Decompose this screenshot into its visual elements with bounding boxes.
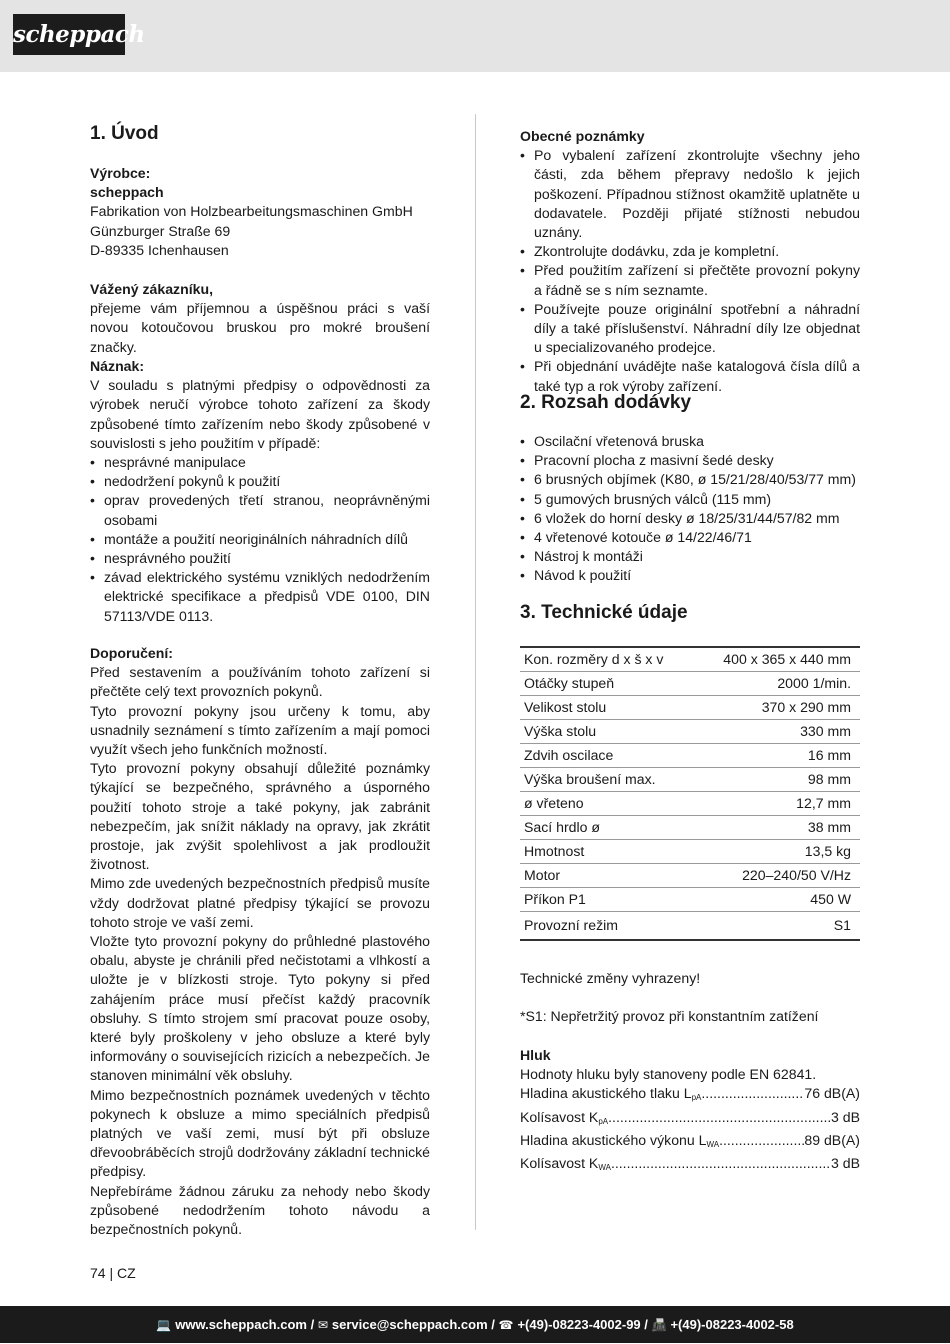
customer-heading: Vážený zákazníku, [90, 281, 213, 297]
footer-email[interactable]: service@scheppach.com / [331, 1317, 495, 1332]
spec-label: Příkon P1 [520, 888, 697, 912]
general-notes-block [520, 127, 860, 396]
section-3-title: 3. Technické údaje [520, 602, 688, 623]
recommendation-block [90, 644, 430, 1239]
list-item: • montáže a použití neoriginálních náhradních dílů [90, 530, 430, 549]
note-text: V souladu s platnými předpisy o odpovědnosti za výrobek neručí výrobce tohoto zařízení za škody způsobené tímto zařízením nebo škody způsobené v souvislosti s jeho použitím v případě: [90, 377, 430, 451]
table-row [520, 720, 860, 744]
spec-value: 370 x 290 mm [697, 696, 860, 720]
leader-dots [611, 1154, 831, 1177]
customer-block [90, 280, 430, 357]
noise-value: 3 dB [831, 1155, 860, 1172]
section-2-title: 2. Rozsah dodávky [520, 392, 692, 413]
table-row [520, 744, 860, 768]
table-row [520, 672, 860, 696]
manufacturer-line: Fabrikation von Holzbearbeitungsmaschinen GmbH [90, 203, 413, 220]
paragraph: Mimo zde uvedených bezpečnostních předpisů musíte vždy dodržovat platné předpisy týkající se provozu tohoto stroje ve vaší zemi. [90, 875, 431, 930]
spec-value: 13,5 kg [697, 840, 860, 864]
spec-value: S1 [833, 916, 851, 933]
footer-bar [0, 1306, 950, 1343]
spec-label: Motor [520, 864, 697, 888]
table-row [520, 792, 860, 816]
spec-label: Velikost stolu [520, 696, 697, 720]
s1-note: *S1: Nepřetržitý provoz při konstantním zatížení [520, 1008, 819, 1024]
table-row [520, 840, 860, 864]
list-item: • Nástroj k montáži [520, 547, 860, 566]
list-item: • 4 vřetenové kotouče ø 14/22/46/71 [520, 528, 860, 547]
spec-value: 400 x 365 x 440 mm [697, 647, 860, 672]
noise-label: Kolísavost $K_{pA}$ [520, 1108, 609, 1126]
general-notes-list [520, 146, 860, 396]
noise-row [520, 1131, 860, 1154]
general-notes-heading: Obecné poznámky [520, 128, 645, 144]
brand-logo: scheppach [13, 14, 125, 55]
noise-value: 89 dB(A) [804, 1131, 860, 1148]
manufacturer-line: Günzburger Straße 69 [90, 222, 231, 239]
paragraph: Před sestavením a používáním tohoto zařízení si přečtěte celý text provozních pokynů. [90, 664, 430, 700]
manufacturer-line: D-89335 Ichenhausen [90, 241, 229, 258]
spec-value: 98 mm [697, 768, 860, 792]
fax-icon: 📠 [651, 1318, 667, 1332]
footer-fax: +(49)-08223-4002-58 [670, 1317, 794, 1332]
computer-icon: 💻 [156, 1318, 172, 1332]
note-list [90, 453, 430, 626]
noise-row [520, 1084, 860, 1107]
paragraph: Vložte tyto provozní pokyny do průhledné plastového obalu, abyste je chránili před nečistotami a vlhkostí a uložte je v blízkosti stroje. Tyto pokyny si před zahájením práce musí přečíst každý pracovník obsluhy. S tímto strojem smí pracovat pouze osoby, které byly proškoleny v jeho obsluze a které byly informovány o souvisejících rizicích a nebezpečích. Je stanoven minimální věk obsluhy. [90, 933, 430, 1084]
noise-block [520, 1046, 860, 1177]
footer-phone: +(49)-08223-4002-99 / [517, 1317, 648, 1332]
spec-value: 16 mm [697, 744, 860, 768]
table-row [520, 696, 860, 720]
spec-label: Sací hrdlo ø [520, 816, 697, 840]
list-item: • Po vybalení zařízení zkontrolujte všechny jeho části, zda během přepravy nedošlo k jejich poškození. Případnou stížnost okamžitě uplatněte u dodavatele. Později přijaté stížnosti nebudou uznány. [520, 146, 860, 242]
leader-dots [719, 1131, 804, 1154]
spec-value: 38 mm [697, 816, 860, 840]
recommendation-heading: Doporučení: [90, 645, 173, 661]
manufacturer-heading: Výrobce: [90, 165, 151, 181]
noise-label: Hladina akustického tlaku $L_{pA}$ [520, 1085, 702, 1103]
noise-value: 3 dB [831, 1108, 860, 1125]
paragraph: Mimo bezpečnostních poznámek uvedených v těchto pokynech k obsluze a mimo speciálních předpisů platných ve vaší zemi, musí být při obsluze dřevoobráběcích strojů dodržovány základní technické předpisy. [90, 1086, 431, 1180]
spec-value: 220–240/50 V/Hz [697, 864, 860, 888]
noise-label: Hladina akustického výkonu $L_{WA}$ [520, 1131, 720, 1149]
table-row [520, 816, 860, 840]
spec-label: Otáčky stupeň [520, 672, 697, 696]
delivery-list [520, 432, 860, 586]
table-row [520, 864, 860, 888]
spec-value: 330 mm [697, 720, 860, 744]
list-item: • oprav provedených třetí stranou, neoprávněnými osobami [90, 491, 430, 529]
list-item: • Oscilační vřetenová bruska [520, 432, 860, 451]
phone-icon: ☎ [498, 1318, 514, 1332]
page-number: 74 | CZ [90, 1265, 136, 1281]
list-item: • Návod k použití [520, 566, 860, 585]
list-item: • nesprávného použití [90, 549, 430, 568]
manufacturer-block [90, 164, 430, 260]
footer-website[interactable]: www.scheppach.com / [175, 1317, 315, 1332]
spec-label: Zdvih oscilace [520, 744, 697, 768]
table-row [520, 888, 860, 912]
noise-label: Kolísavost $K_{WA}$ [520, 1155, 611, 1173]
note-heading: Náznak: [90, 358, 145, 374]
noise-heading: Hluk [520, 1047, 551, 1063]
list-item: • nesprávné manipulace [90, 453, 430, 472]
noise-row [520, 1108, 860, 1131]
spec-label: Provozní režim [524, 916, 618, 933]
leader-dots [701, 1084, 804, 1107]
column-divider [475, 114, 476, 1230]
table-row [520, 768, 860, 792]
spec-label: ø vřeteno [520, 792, 697, 816]
paragraph: Nepřebíráme žádnou záruku za nehody nebo škody způsobené nedodržením tohoto návodu a bezpečnostních pokynů. [90, 1182, 430, 1238]
list-item: • Před použitím zařízení si přečtěte provozní pokyny a řádně se s ním seznamte. [520, 261, 860, 299]
list-item: • 6 vložek do horní desky ø 18/25/31/44/57/82 mm [520, 509, 860, 528]
list-item: • 5 gumových brusných válců (115 mm) [520, 490, 860, 509]
list-item: • Používejte pouze originální spotřební a náhradní díly a také příslušenství. Náhradní díly lze objednat u specializovaného prodejce. [520, 300, 860, 358]
leader-dots [608, 1108, 831, 1131]
table-row [520, 912, 860, 941]
spec-label: Výška stolu [520, 720, 697, 744]
spec-label: Hmotnost [520, 840, 697, 864]
list-item: • nedodržení pokynů k použití [90, 472, 430, 491]
note-block [90, 357, 430, 626]
list-item: • 6 brusných objímek (K80, ø 15/21/28/40/53/77 mm) [520, 470, 860, 489]
spec-value: 2000 1/min. [697, 672, 860, 696]
table-row [520, 647, 860, 672]
spec-value: 450 W [697, 888, 860, 912]
noise-row [520, 1154, 860, 1177]
tech-specs-table [520, 646, 860, 941]
list-item: • závad elektrického systému vzniklých nedodržením elektrické specifikace a předpisů VDE 0100, DIN 57113/VDE 0113. [90, 568, 430, 626]
list-item: • Pracovní plocha z masivní šedé desky [520, 451, 860, 470]
list-item: • Při objednání uvádějte naše katalogová čísla dílů a také typ a rok výroby zařízení. [520, 357, 860, 395]
noise-value: 76 dB(A) [804, 1085, 860, 1102]
paragraph: Tyto provozní pokyny obsahují důležité poznámky týkající se bezpečného, správného a úsporného použití tohoto stroje a také pokyny, jak zabránit nebezpečím, jak snížit náklady na opravy, jak zkrátit prostoje, jak zvýšit spolehlivost a jak prodloužit životnost. [90, 760, 430, 873]
tech-changes-note: Technické změny vyhrazeny! [520, 970, 701, 986]
customer-text: přejeme vám příjemnou a úspěšnou práci s vaší novou kotoučovou bruskou pro mokré broušení značky. [90, 300, 430, 355]
section-1-title: 1. Úvod [90, 123, 159, 144]
paragraph: Tyto provozní pokyny jsou určeny k tomu, aby usnadnily seznámení s tímto zařízením a mají pomoci využít všech jeho funkčních možností. [90, 702, 430, 758]
header-bar [0, 0, 950, 72]
noise-intro: Hodnoty hluku byly stanoveny podle EN 62841. [520, 1066, 817, 1083]
spec-label: Kon. rozměry d x š x v [520, 647, 697, 672]
spec-value: 12,7 mm [697, 792, 860, 816]
manufacturer-name: scheppach [90, 184, 164, 201]
list-item: • Zkontrolujte dodávku, zda je kompletní. [520, 242, 860, 261]
spec-label: Výška broušení max. [520, 768, 697, 792]
mail-icon: ✉ [317, 1318, 328, 1332]
